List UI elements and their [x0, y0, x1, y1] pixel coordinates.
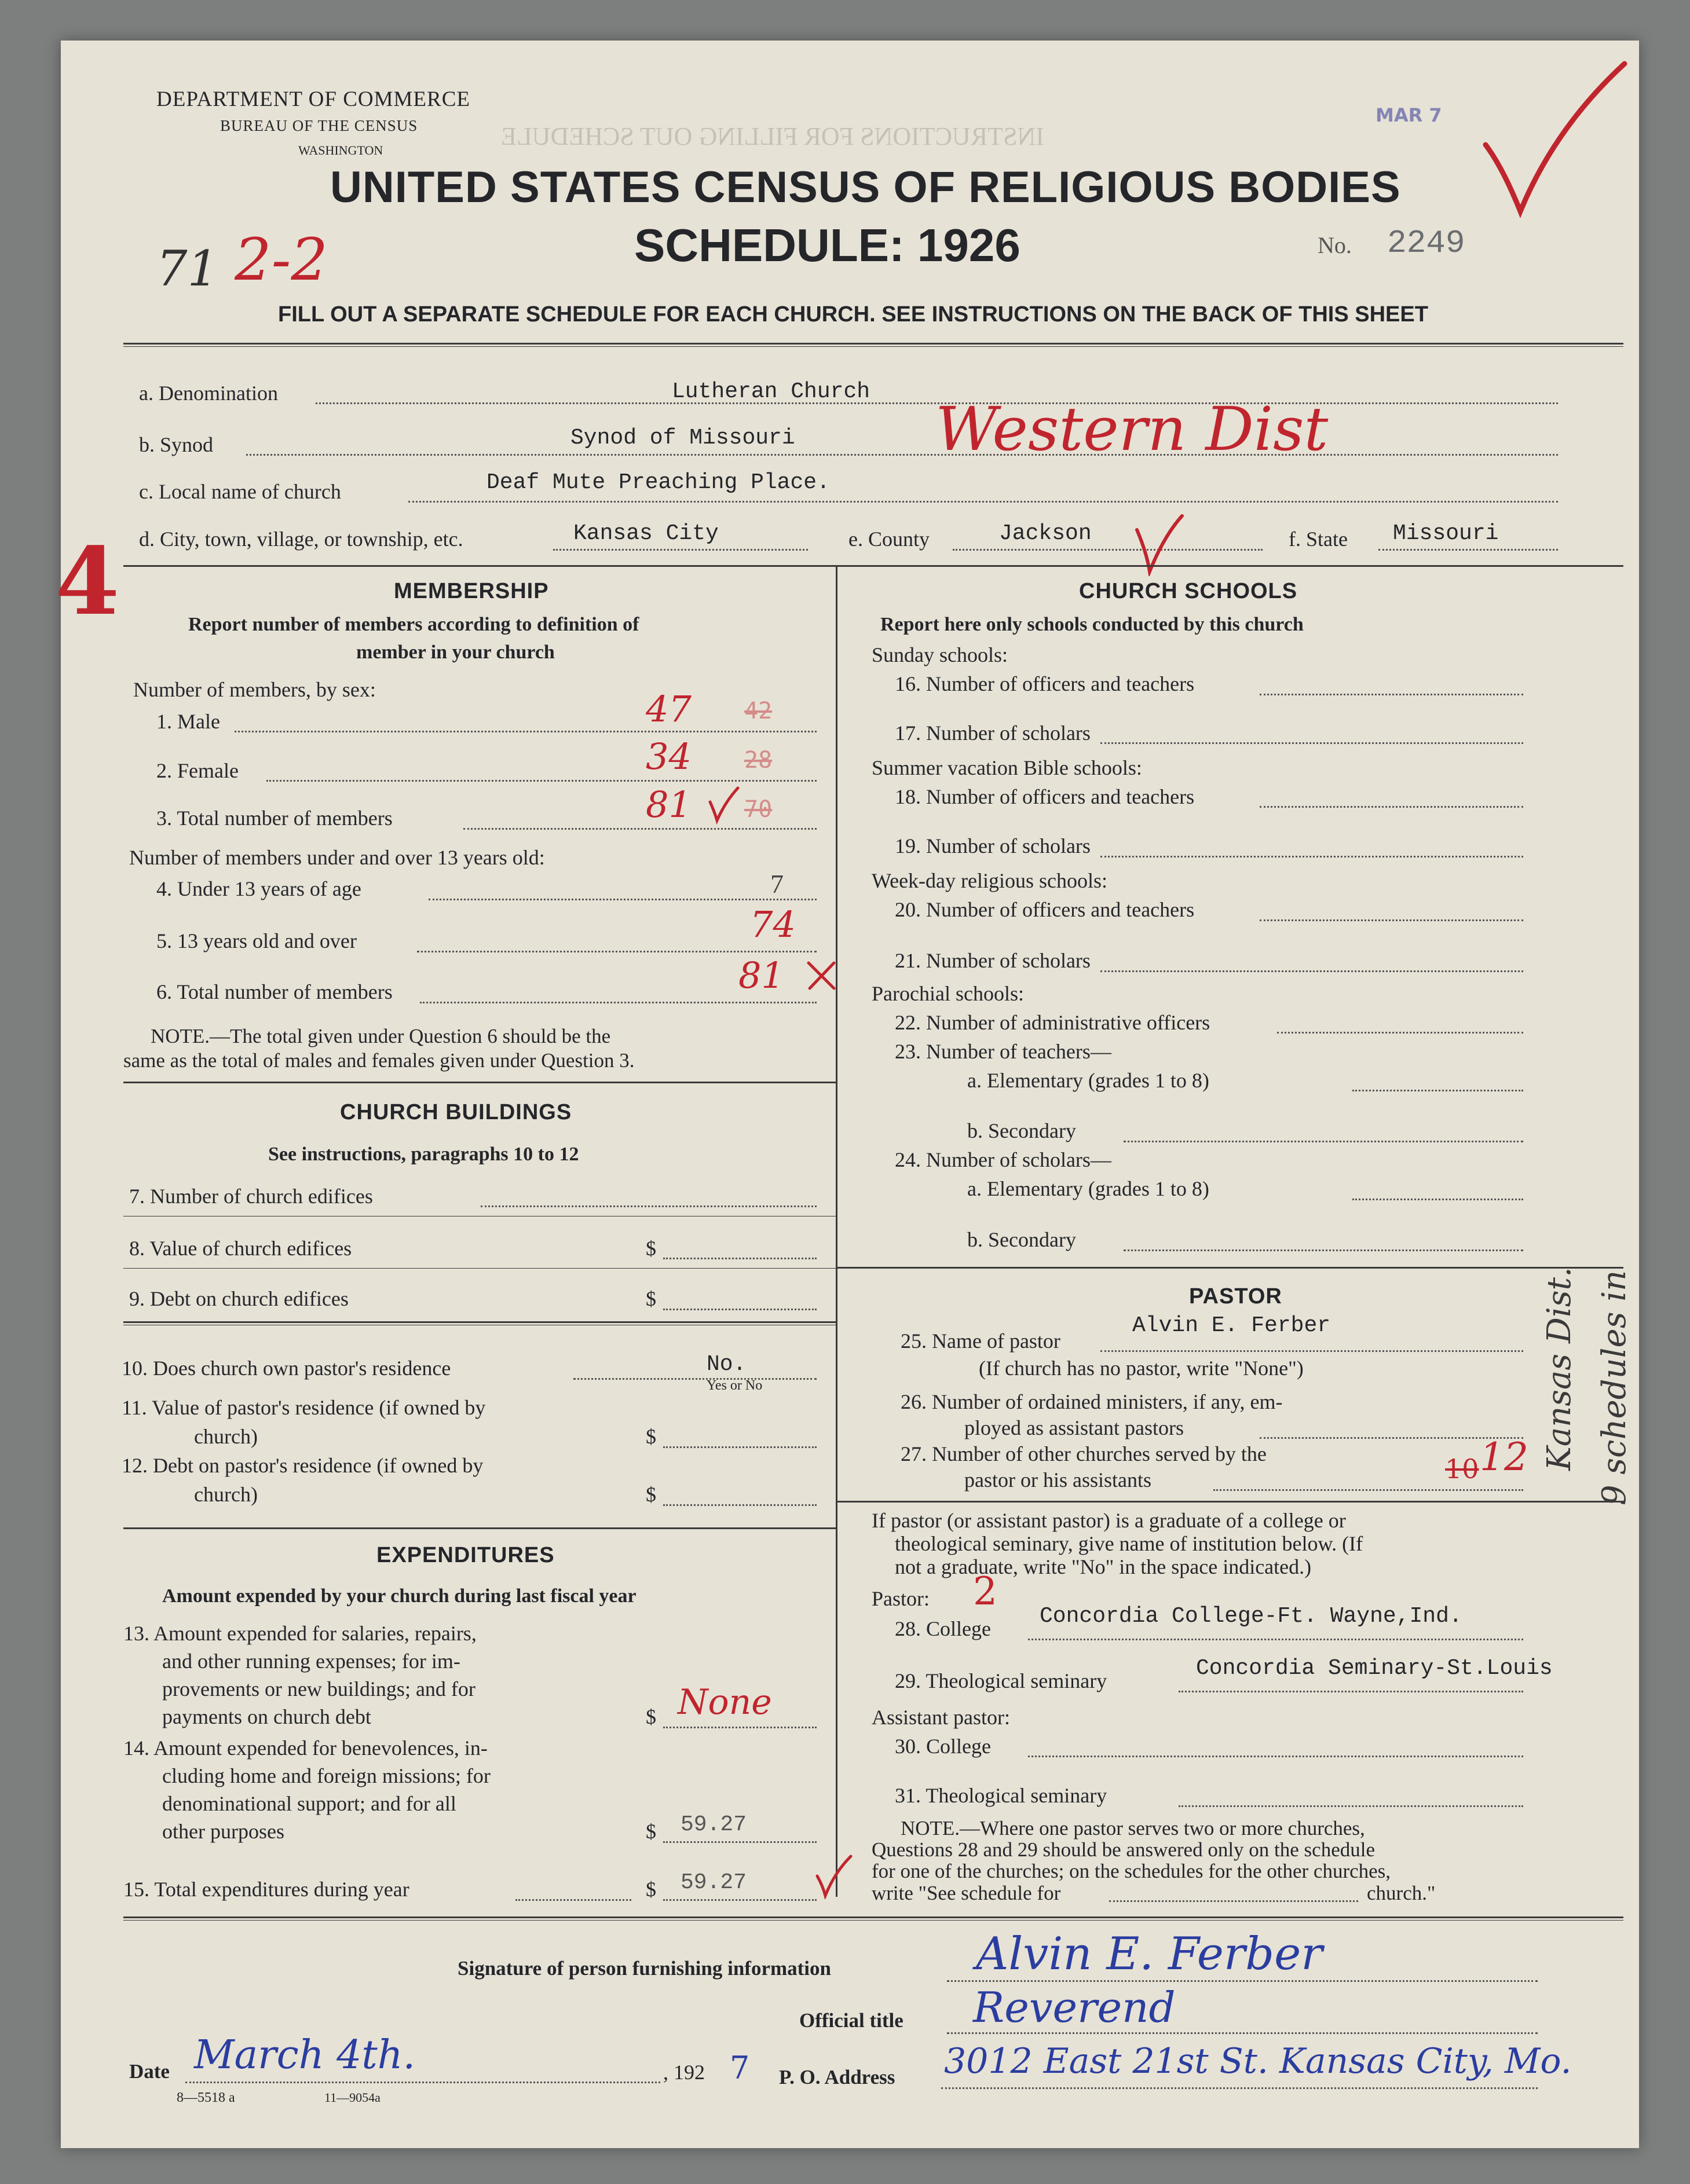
- q27-value: 12: [1480, 1435, 1528, 1479]
- q10-residence-value: No.: [707, 1352, 747, 1377]
- q27-label-line-1: 27. Number of other churches served by the: [901, 1442, 1267, 1465]
- synod-value: Synod of Missouri: [570, 426, 795, 450]
- q11-label-line-1: 11. Value of pastor's residence (if owned by: [122, 1396, 486, 1419]
- form-title: UNITED STATES CENSUS OF RELIGIOUS BODIES: [330, 163, 1401, 212]
- q14-label-line-1: 14. Amount expended for benevolences, in-: [123, 1736, 488, 1760]
- q11-line: [663, 1446, 817, 1448]
- q5-line: [417, 951, 817, 952]
- q15-lead-line: [515, 1899, 631, 1901]
- pastor-divider: [836, 1501, 1623, 1503]
- q5-over13-value: 74: [750, 903, 796, 946]
- q25-label: 25. Name of pastor: [901, 1329, 1060, 1353]
- q6-total-value: 81: [738, 954, 784, 996]
- membership-note-2: same as the total of males and females given under Question 3.: [123, 1049, 635, 1072]
- q28-line: [1028, 1639, 1523, 1640]
- q6-line: [420, 1002, 817, 1003]
- schools-heading: CHURCH SCHOOLS: [1079, 579, 1298, 603]
- pastor-note-4-end: church.": [1367, 1882, 1436, 1904]
- q15-dollar: $: [646, 1878, 656, 1901]
- q24b-line: [1124, 1249, 1523, 1251]
- pastor-heading: PASTOR: [1189, 1284, 1282, 1309]
- q3-total-old-value: 70: [744, 796, 773, 823]
- q24b-label: b. Secondary: [967, 1228, 1076, 1251]
- q23b-line: [1124, 1141, 1523, 1142]
- address-line: [941, 2087, 1538, 2089]
- q31-line: [1179, 1805, 1523, 1807]
- church-name-line: [408, 501, 1558, 503]
- date-value: March 4th.: [194, 2032, 416, 2078]
- schedule-number-stamp: 2249: [1387, 225, 1465, 262]
- q1-male-old-value: 42: [744, 698, 773, 724]
- year-digit: 7: [730, 2050, 750, 2086]
- q14-value: 59.27: [681, 1812, 747, 1837]
- q14-label-line-4: other purposes: [162, 1820, 284, 1843]
- membership-heading: MEMBERSHIP: [394, 579, 549, 603]
- q12-dollar: $: [646, 1483, 656, 1506]
- q12-label-line-1: 12. Debt on pastor's residence (if owned by: [122, 1454, 484, 1477]
- q21-label: 21. Number of scholars: [895, 949, 1091, 972]
- q21-line: [1100, 970, 1523, 972]
- q15-value: 59.27: [681, 1870, 747, 1895]
- header-divider: [123, 343, 1623, 345]
- q27-label-line-2: pastor or his assistants: [964, 1468, 1151, 1492]
- q22-label: 22. Number of administrative officers: [895, 1011, 1210, 1034]
- print-number: 11—9054a: [324, 2090, 381, 2105]
- pastor-note-1: NOTE.—Where one pastor serves two or more churches,: [901, 1817, 1365, 1839]
- bleed-through-heading: INSTRUCTIONS FOR FILLING OUT SCHEDULE: [501, 122, 1044, 151]
- church-name-value: Deaf Mute Preaching Place.: [486, 470, 830, 495]
- q29-line: [1179, 1691, 1523, 1692]
- pastor-note-3: for one of the churches; on the schedules for the other churches,: [872, 1860, 1391, 1882]
- signature-value: Alvin E. Ferber: [976, 1928, 1323, 1980]
- membership-sub-1: Report number of members according to definition of: [188, 614, 639, 635]
- buildings-divider: [123, 1527, 836, 1529]
- county-value: Jackson: [999, 521, 1092, 546]
- q13-label-line-3: provements or new buildings; and for: [162, 1677, 475, 1701]
- q14-dollar: $: [646, 1820, 656, 1843]
- q3-total-value: 81: [646, 783, 692, 826]
- membership-divider: [123, 1082, 836, 1083]
- official-title-label: Official title: [799, 2009, 903, 2032]
- q25-hint: (If church has no pastor, write "None"): [979, 1357, 1304, 1380]
- denomination-label: a. Denomination: [139, 382, 278, 405]
- parochial-schools-label: Parochial schools:: [872, 982, 1024, 1005]
- q24a-line: [1352, 1199, 1523, 1200]
- q11-dollar: $: [646, 1425, 656, 1448]
- q15-label: 15. Total expenditures during year: [123, 1878, 409, 1901]
- buildings-heading: CHURCH BUILDINGS: [340, 1100, 572, 1124]
- q25-value: Alvin E. Ferber: [1132, 1313, 1331, 1338]
- q10-line: [573, 1378, 817, 1380]
- q1-male-label: 1. Male: [156, 710, 220, 733]
- q3-check-icon: [707, 785, 741, 825]
- q3-line: [463, 828, 817, 830]
- q9-divider: [123, 1321, 836, 1323]
- q29-label: 29. Theological seminary: [895, 1669, 1107, 1692]
- footer-divider: [123, 1917, 1623, 1918]
- q4-under13-value: 7: [770, 869, 784, 899]
- city-value: Kansas City: [573, 521, 719, 546]
- q10-hint: Yes or No: [707, 1378, 763, 1393]
- official-title-value: Reverend: [973, 1983, 1176, 2032]
- q7-line: [481, 1205, 817, 1207]
- members-by-age-label: Number of members under and over 13 years old:: [129, 846, 545, 869]
- q19-line: [1100, 856, 1523, 858]
- footer-divider-thin: [123, 1920, 1623, 1921]
- handwritten-code-red: 2-2: [235, 226, 328, 294]
- q28-value: Concordia College-Ft. Wayne,Ind.: [1040, 1604, 1462, 1629]
- address-label: P. O. Address: [779, 2066, 895, 2088]
- q10-residence-label: 10. Does church own pastor's residence: [122, 1357, 451, 1380]
- q13-line: [663, 1727, 817, 1728]
- synod-district-note: Western Dist: [935, 394, 1329, 464]
- q13-label-line-1: 13. Amount expended for salaries, repairs,: [123, 1622, 477, 1645]
- bureau-name: BUREAU OF THE CENSUS: [220, 117, 418, 134]
- official-title-line: [947, 2032, 1538, 2034]
- department-name: DEPARTMENT OF COMMERCE: [156, 87, 470, 111]
- q4-under13-label: 4. Under 13 years of age: [156, 877, 361, 900]
- q13-label-line-4: payments on church debt: [162, 1705, 371, 1728]
- q2-female-old-value: 28: [744, 747, 773, 774]
- side-note-district: Kansas Dist.: [1541, 1267, 1578, 1471]
- q9-debt-label: 9. Debt on church edifices: [129, 1287, 349, 1310]
- q22-line: [1277, 1032, 1523, 1034]
- q18-line: [1260, 806, 1523, 808]
- city-line: [553, 549, 808, 551]
- q9-line: [663, 1309, 817, 1310]
- instruction-line: FILL OUT A SEPARATE SCHEDULE FOR EACH CHURCH. SEE INSTRUCTIONS ON THE BACK OF THIS SHEET: [278, 302, 1428, 327]
- q2-line: [266, 780, 817, 782]
- date-label: Date: [129, 2060, 170, 2083]
- q24a-label: a. Elementary (grades 1 to 8): [967, 1177, 1209, 1200]
- signature-line: [947, 1980, 1538, 1982]
- q8-divider: [123, 1268, 836, 1269]
- q15-line: [663, 1899, 817, 1901]
- q23b-label: b. Secondary: [967, 1119, 1076, 1142]
- county-line: [953, 549, 1263, 551]
- pastor-note-4: write "See schedule for: [872, 1882, 1061, 1904]
- membership-note-1: NOTE.—The total given under Question 6 should be the: [151, 1025, 611, 1047]
- state-value: Missouri: [1393, 521, 1499, 546]
- schedule-title: SCHEDULE: 1926: [634, 219, 1020, 271]
- state-label: f. State: [1289, 527, 1348, 551]
- q3-total-label: 3. Total number of members: [156, 807, 393, 830]
- q29-value: Concordia Seminary-St.Louis: [1196, 1656, 1553, 1681]
- denomination-value: Lutheran Church: [672, 379, 870, 404]
- buildings-sub: See instructions, paragraphs 10 to 12: [268, 1144, 579, 1165]
- q11-label-line-2: church): [194, 1425, 258, 1448]
- q2-female-value: 34: [646, 735, 692, 778]
- q31-label: 31. Theological seminary: [895, 1784, 1107, 1807]
- q26-label-line-2: ployed as assistant pastors: [964, 1416, 1184, 1439]
- identity-divider: [123, 565, 1623, 567]
- q6-total-label: 6. Total number of members: [156, 980, 393, 1003]
- pastor-mark: 2: [973, 1569, 997, 1614]
- q1-male-value: 47: [646, 688, 692, 730]
- q8-value-label: 8. Value of church edifices: [129, 1237, 352, 1260]
- pastor-sub-label: Pastor:: [872, 1587, 930, 1610]
- form-number: 8—5518 a: [177, 2090, 235, 2105]
- graduate-instruction-1: If pastor (or assistant pastor) is a graduate of a college or: [872, 1509, 1346, 1532]
- expenditures-heading: EXPENDITURES: [376, 1543, 555, 1567]
- q23a-label: a. Elementary (grades 1 to 8): [967, 1069, 1209, 1092]
- q12-label-line-2: church): [194, 1483, 258, 1506]
- q28-label: 28. College: [895, 1617, 991, 1640]
- red-check-mark-icon: [1480, 58, 1630, 232]
- state-line: [1378, 549, 1558, 551]
- q14-label-line-2: cluding home and foreign missions; for: [162, 1764, 491, 1787]
- q16-line: [1260, 694, 1523, 695]
- census-schedule-sheet: [55, 41, 1639, 2148]
- pastor-note-2: Questions 28 and 29 should be answered only on the schedule: [872, 1838, 1376, 1861]
- q18-label: 18. Number of officers and teachers: [895, 785, 1195, 808]
- county-label: e. County: [848, 527, 930, 551]
- schools-divider: [836, 1267, 1623, 1269]
- q13-value: None: [678, 1682, 772, 1723]
- side-note-schedules: 9 schedules in: [1596, 1270, 1633, 1505]
- schools-sub: Report here only schools conducted by this church: [880, 614, 1304, 635]
- year-prefix: , 192: [663, 2061, 705, 2084]
- q13-label-line-2: and other running expenses; for im-: [162, 1650, 460, 1673]
- q27-old-value: 10: [1445, 1453, 1479, 1485]
- column-divider: [836, 565, 837, 1897]
- q6-cross-mark-icon: [805, 958, 837, 993]
- q23a-line: [1352, 1090, 1523, 1091]
- q2-female-label: 2. Female: [156, 759, 239, 782]
- q9-dollar: $: [646, 1287, 656, 1310]
- q8-dollar: $: [646, 1237, 656, 1260]
- q19-label: 19. Number of scholars: [895, 834, 1091, 858]
- q1-line: [235, 731, 817, 732]
- q4-line: [429, 899, 817, 900]
- assistant-pastor-label: Assistant pastor:: [872, 1706, 1010, 1729]
- graduate-instruction-2: theological seminary, give name of institution below. (If: [895, 1532, 1363, 1555]
- q17-label: 17. Number of scholars: [895, 721, 1091, 745]
- pastor-note-line: [1109, 1900, 1358, 1902]
- q15-check-icon: [814, 1853, 854, 1899]
- q8-line: [663, 1258, 817, 1259]
- q30-label: 30. College: [895, 1735, 991, 1758]
- synod-label: b. Synod: [139, 433, 214, 456]
- q12-line: [663, 1504, 817, 1506]
- weekday-schools-label: Week-day religious schools:: [872, 869, 1108, 892]
- q25-line: [1100, 1350, 1523, 1352]
- received-date-stamp: MAR 7: [1376, 104, 1442, 126]
- q5-over13-label: 5. 13 years old and over: [156, 929, 357, 952]
- q27-line: [1213, 1489, 1523, 1491]
- q24-label: 24. Number of scholars—: [895, 1148, 1111, 1171]
- q20-line: [1260, 919, 1523, 921]
- number-prefix: No.: [1318, 232, 1352, 258]
- date-line: [185, 2082, 660, 2083]
- margin-number-mark: 4: [55, 527, 120, 636]
- synod-line: [246, 454, 1558, 456]
- q13-dollar: $: [646, 1705, 656, 1728]
- handwritten-code-pencil: 71: [156, 240, 218, 297]
- q7-edifices-label: 7. Number of church edifices: [129, 1185, 373, 1208]
- church-name-label: c. Local name of church: [139, 480, 341, 503]
- q14-line: [663, 1841, 817, 1843]
- expenditures-sub: Amount expended by your church during last fiscal year: [162, 1585, 637, 1607]
- city-label: d. City, town, village, or township, etc.: [139, 527, 463, 551]
- address-value: 3012 East 21st St. Kansas City, Mo.: [944, 2041, 1572, 2082]
- membership-sub-2: member in your church: [356, 642, 555, 663]
- header-divider-thin: [123, 346, 1623, 347]
- graduate-instruction-3: not a graduate, write "No" in the space indicated.): [895, 1555, 1312, 1578]
- q20-label: 20. Number of officers and teachers: [895, 898, 1195, 921]
- sunday-schools-label: Sunday schools:: [872, 643, 1008, 666]
- q23-label: 23. Number of teachers—: [895, 1040, 1111, 1063]
- members-by-sex-label: Number of members, by sex:: [133, 678, 376, 701]
- q17-line: [1100, 742, 1523, 744]
- signature-label: Signature of person furnishing information: [458, 1957, 831, 1980]
- q26-label-line-1: 26. Number of ordained ministers, if any, em-: [901, 1390, 1283, 1413]
- bureau-city: WASHINGTON: [298, 143, 383, 157]
- q30-line: [1028, 1756, 1523, 1757]
- q14-label-line-3: denominational support; and for all: [162, 1792, 456, 1815]
- summer-schools-label: Summer vacation Bible schools:: [872, 756, 1142, 779]
- q16-label: 16. Number of officers and teachers: [895, 672, 1195, 695]
